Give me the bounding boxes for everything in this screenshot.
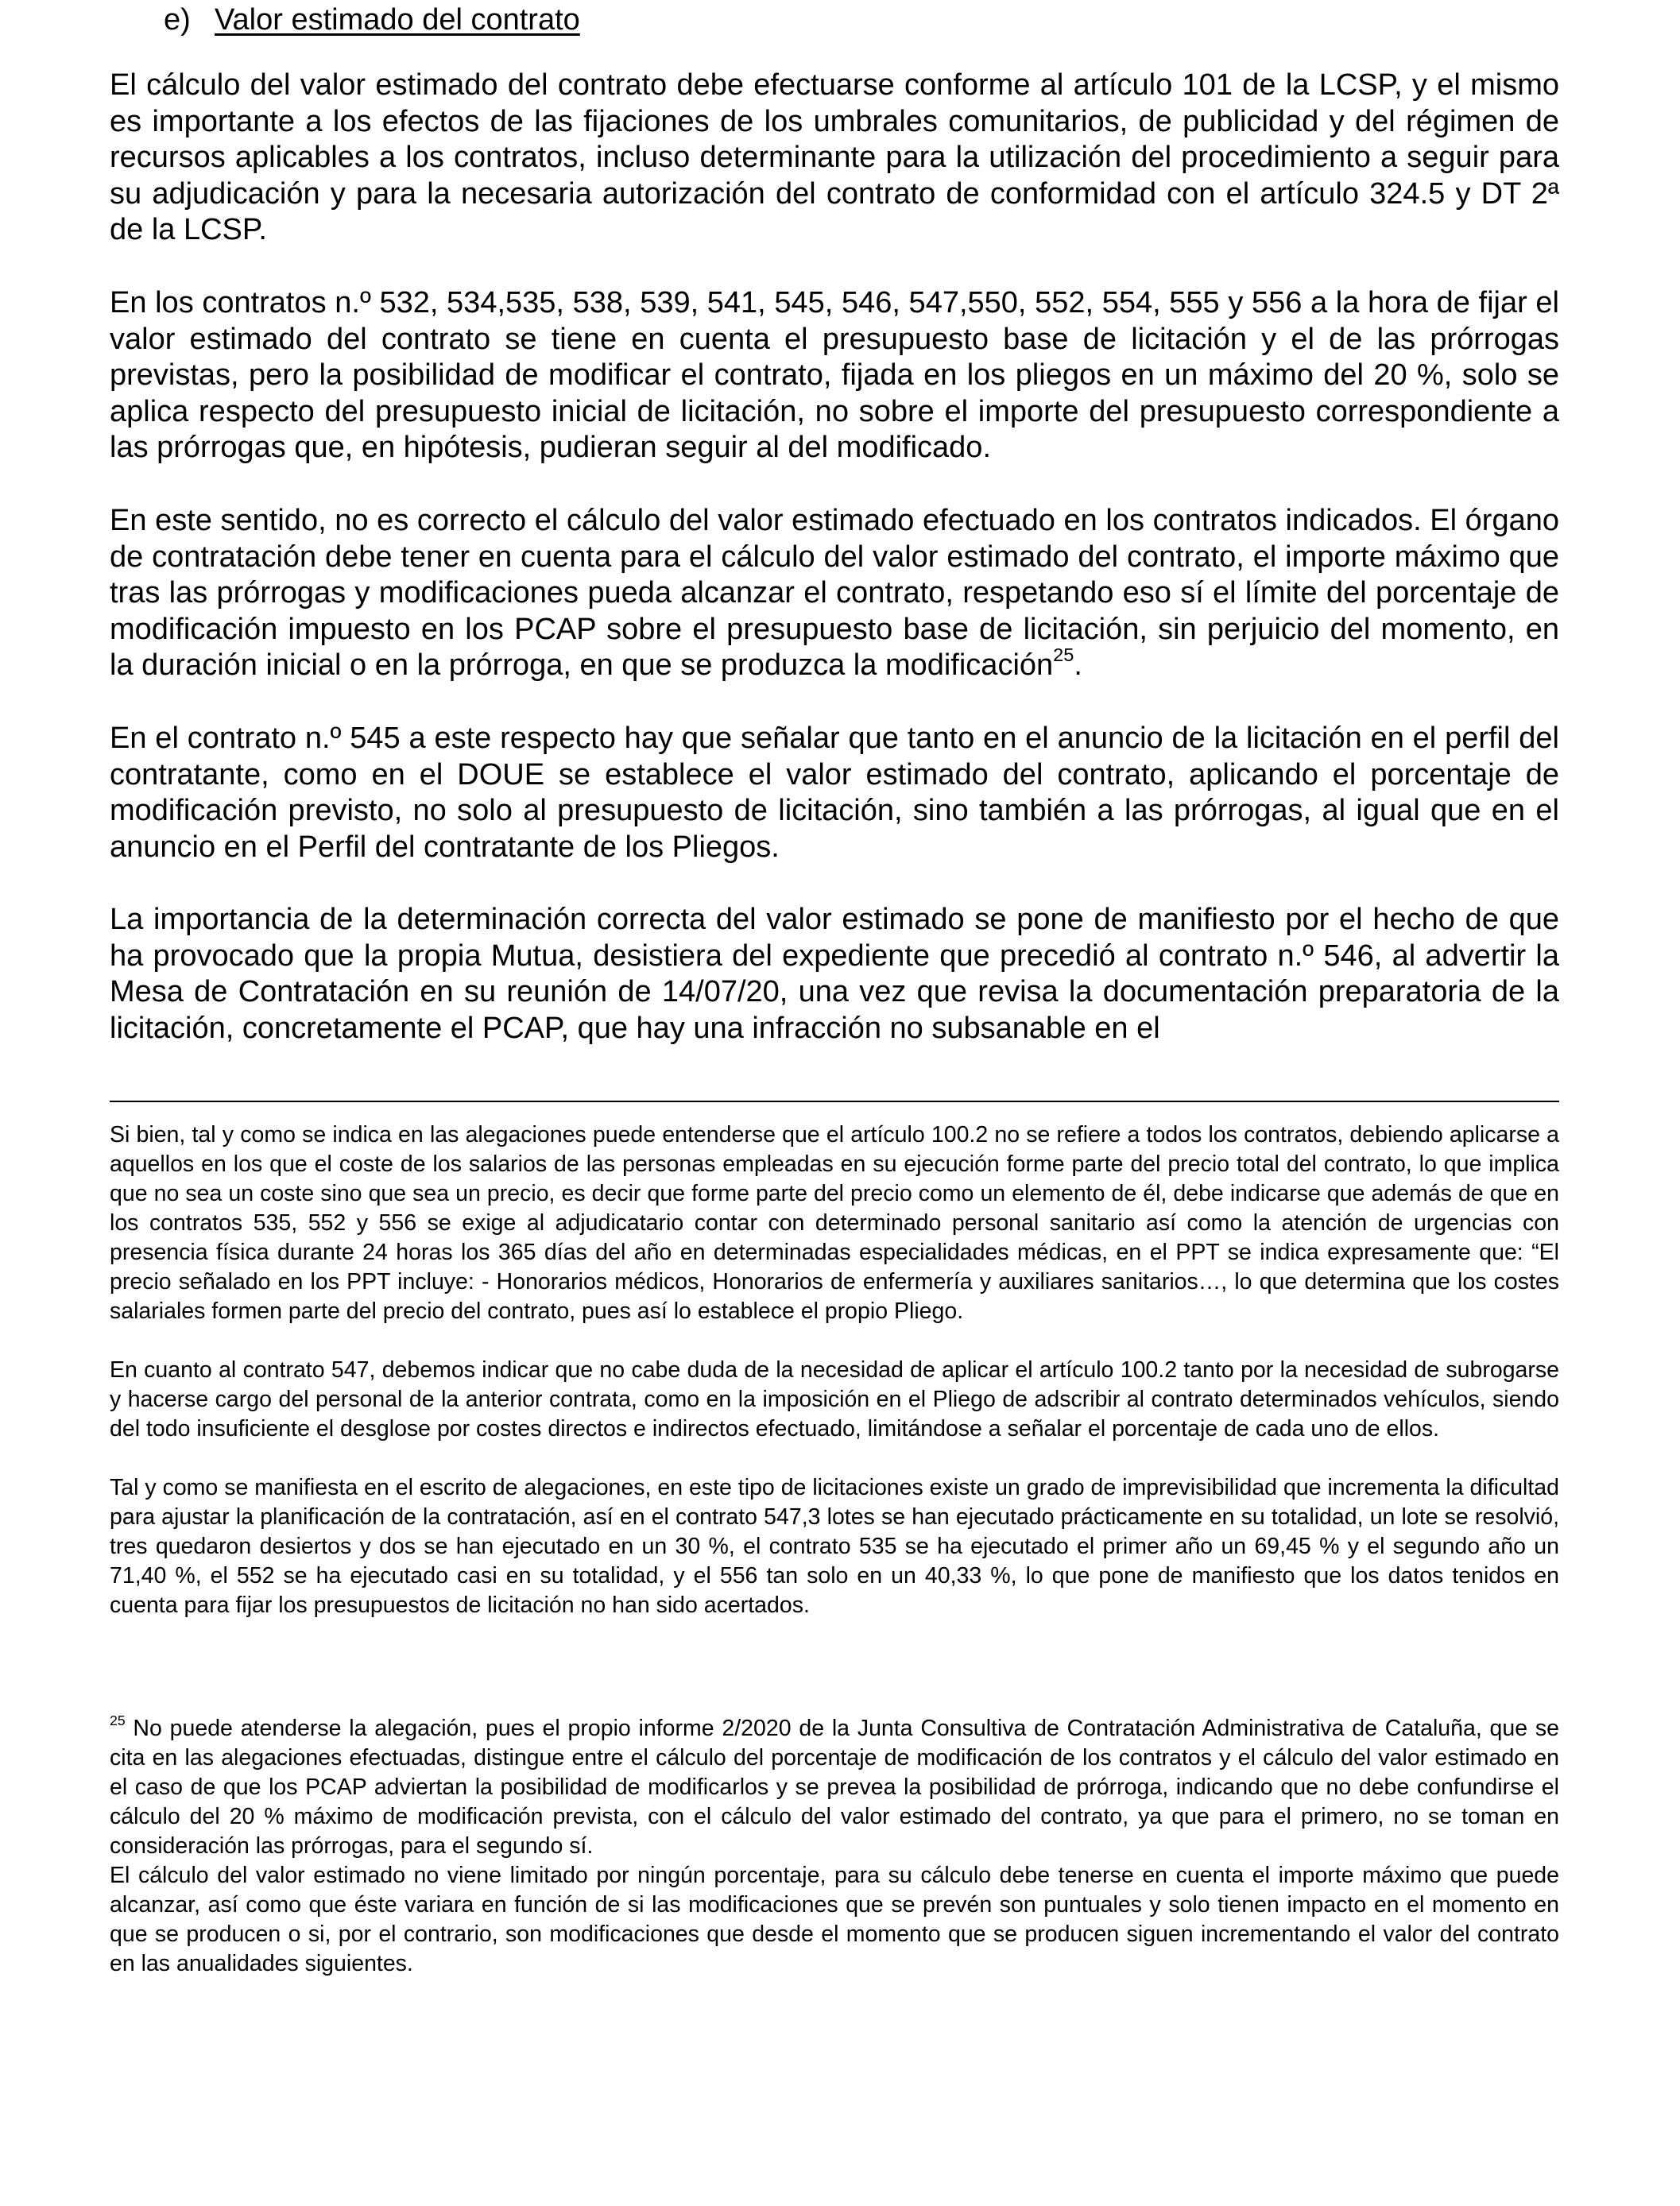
footnote-ref-25[interactable]: 25 [1053,644,1074,665]
section-title: Valor estimado del contrato [215,3,580,37]
footnote-continued-3: Tal y como se manifiesta en el escrito de alegaciones, en este tipo de licitaciones existe un grado de imprevisibilidad que incrementa la dificultad para ajustar la planificación de la contratación, así en el contrato 547,3 lotes se han ejecutado prácticamente en su totalidad, un lote se resolvió, tres quedaron desiertos y dos se han ejecutado en un 30 %, el contrato 535 se ha ejecutado el primer año un 69,45 % y el segundo año un 71,40 %, el 552 se ha ejecutado casi en su totalidad, y el 556 tan solo en un 40,33 %, lo que pone de manifiesto que los datos tenidos en cuenta para fijar los presupuestos de licitación no han sido acertados. [110,1475,1559,1618]
paragraph-5: La importancia de la determinación correcta del valor estimado se pone de manifiesto por el hecho de que ha provocado que la propia Mutua, desistiera del expediente que precedió al contrato n.º 546, al advertir la Mesa de Contratación en su reunión de 14/07/20, una vez que revisa la documentación preparatoria de la licitación, concretamente el PCAP, que hay una infracción no subsanable en el [110,903,1559,1045]
footnote-25-number: 25 [110,1712,126,1728]
paragraph-2: En los contratos n.º 532, 534,535, 538, 539, 541, 545, 546, 547,550, 552, 554, 555 y 556 a la hora de fijar el valor estimado del contrato se tiene en cuenta el presupuesto base de licitación y el de las prórrogas previstas, pero la posibilidad de modificar el contrato, fijada en los pliegos en un máximo del 20 %, solo se aplica respecto del presupuesto inicial de licitación, no sobre el importe del presupuesto correspondiente a las prórrogas que, en hipótesis, pudieran seguir al del modificado. [110,286,1559,464]
footnote-separator [110,1101,1559,1102]
paragraph-1: El cálculo del valor estimado del contrato debe efectuarse conforme al artículo 101 de la LCSP, y el mismo es importante a los efectos de las fijaciones de los umbrales comunitarios, de publicidad y del régimen de recursos aplicables a los contratos, incluso determinante para la utilización del procedimiento a seguir para su adjudicación y para la necesaria autorización del contrato de conformidad con el artículo 324.5 y DT 2ª de la LCSP. [110,68,1559,246]
footnote-25-text: No puede atenderse la alegación, pues el propio informe 2/2020 de la Junta Consultiva de Contratación Administrativa de Cataluña, que se cita en las alegaciones efectuadas, distingue entre el cálculo del porcentaje de modificación de los contratos y el cálculo del valor estimado en el caso de que los PCAP adviertan la posibilidad de modificarlos y se prevea la posibilidad de prórroga, indicando que no debe confundirse el cálculo del 20 % máximo de modificación prevista, con el cálculo del valor estimado del contrato, ya que para el primero, no se toman en consideración las prórrogas, para el segundo sí. [110,1716,1559,1859]
section-heading [164,2,580,38]
footnote-25 [110,1714,1559,1861]
paragraph-3-end: . [1074,648,1082,682]
paragraph-4: En el contrato n.º 545 a este respecto hay que señalar que tanto en el anuncio de la licitación en el perfil del contratante, como en el DOUE se establece el valor estimado del contrato, aplicando el porcentaje de modificación previsto, no solo al presupuesto de licitación, sino también a las prórrogas, al igual que en el anuncio en el Perfil del contratante de los Pliegos. [110,722,1559,864]
paragraph-3 [110,503,1559,684]
paragraph-3-text: En este sentido, no es correcto el cálculo del valor estimado efectuado en los contratos indicados. El órgano de contratación debe tener en cuenta para el cálculo del valor estimado del contrato, el importe máximo que tras las prórrogas y modificaciones pueda alcanzar el contrato, respetando eso sí el límite del porcentaje de modificación impuesto en los PCAP sobre el presupuesto base de licitación, sin perjuicio del momento, en la duración inicial o en la prórroga, en que se produzca la modificación [110,504,1559,682]
section-number: e) [164,3,191,37]
footnote-continued-2: En cuanto al contrato 547, debemos indicar que no cabe duda de la necesidad de aplicar el artículo 100.2 tanto por la necesidad de subrogarse y hacerse cargo del personal de la anterior contrata, como en la imposición en el Pliego de adscribir al contrato determinados vehículos, siendo del todo insuficiente el desglose por costes directos e indirectos efectuado, limitándose a señalar el porcentaje de cada uno de ellos. [110,1357,1559,1442]
footnote-continued-1: Si bien, tal y como se indica en las alegaciones puede entenderse que el artículo 100.2 no se refiere a todos los contratos, debiendo aplicarse a aquellos en los que el coste de los salarios de las personas empleadas en su ejecución forme parte del precio total del contrato, lo que implica que no sea un coste sino que sea un precio, es decir que forme parte del precio como un elemento de él, debe indicarse que además de que en los contratos 535, 552 y 556 se exige al adjudicatario contar con determinado personal sanitario así como la atención de urgencias con presencia física durante 24 horas los 365 días del año en determinadas especialidades médicas, en el PPT se indica expresamente que: “El precio señalado en los PPT incluye: - Honorarios médicos, Honorarios de enfermería y auxiliares sanitarios…, lo que determina que los costes salariales formen parte del precio del contrato, pues así lo establece el propio Pliego. [110,1122,1559,1324]
footnote-25-continuation: El cálculo del valor estimado no viene limitado por ningún porcentaje, para su cálculo debe tenerse en cuenta el importe máximo que puede alcanzar, así como que éste variara en función de si las modificaciones que se prevén son puntuales y solo tienen impacto en el momento en que se producen o si, por el contrario, son modificaciones que desde el momento que se producen siguen incrementando el valor del contrato en las anualidades siguientes. [110,1863,1559,1976]
